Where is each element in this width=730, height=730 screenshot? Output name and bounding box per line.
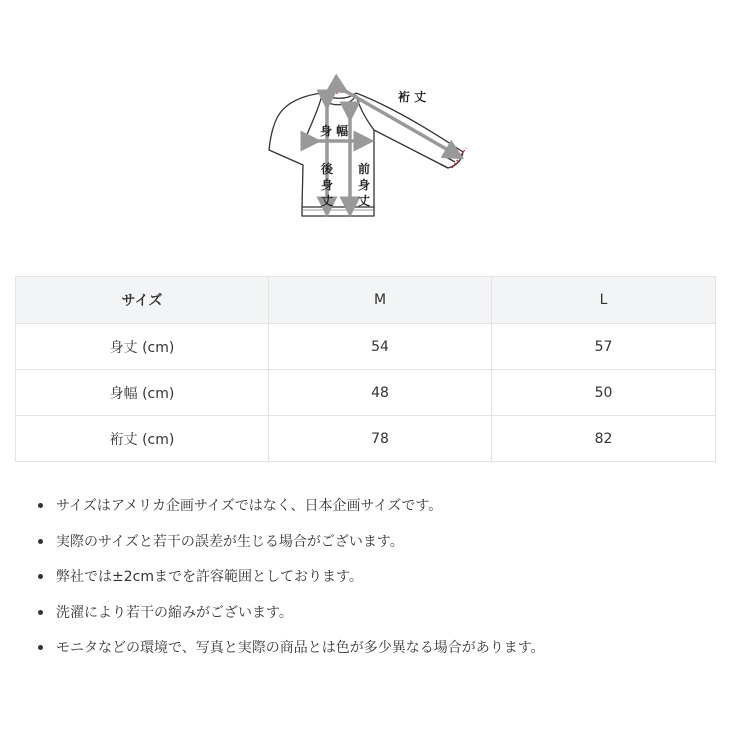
width-label: 身 幅 bbox=[320, 124, 349, 138]
header-l: L bbox=[492, 277, 716, 324]
back-length-label: 後 bbox=[321, 162, 334, 176]
front-length-label: 身 bbox=[358, 178, 371, 192]
list-item: モニタなどの環境で、写真と実際の商品とは色が多少異なる場合があります。 bbox=[38, 636, 708, 672]
front-length-label: 丈 bbox=[358, 194, 371, 208]
table-row bbox=[16, 370, 716, 416]
list-item: サイズはアメリカ企画サイズではなく、日本企画サイズです。 bbox=[38, 494, 708, 530]
row-label: 身幅 (cm) bbox=[16, 370, 269, 416]
size-diagram bbox=[0, 0, 730, 240]
cell-value: 50 bbox=[492, 370, 716, 416]
cell-value: 82 bbox=[492, 416, 716, 462]
back-length-label: 丈 bbox=[321, 194, 334, 208]
list-item: 弊社では±2cmまでを許容範囲としております。 bbox=[38, 565, 708, 601]
header-size: サイズ bbox=[16, 277, 269, 324]
back-length-label: 身 bbox=[321, 178, 334, 192]
notes-list bbox=[38, 494, 708, 672]
cell-value: 57 bbox=[492, 324, 716, 370]
list-item: 実際のサイズと若干の誤差が生じる場合がございます。 bbox=[38, 530, 708, 566]
front-length-label: 前 bbox=[358, 162, 371, 176]
size-table bbox=[15, 276, 716, 462]
sweatshirt-diagram bbox=[0, 0, 730, 240]
header-m: M bbox=[269, 277, 492, 324]
table-row bbox=[16, 416, 716, 462]
list-item: 洗濯により若干の縮みがございます。 bbox=[38, 601, 708, 637]
row-label: 裄丈 (cm) bbox=[16, 416, 269, 462]
size-table-header bbox=[16, 277, 716, 324]
sleeve-label: 裄 丈 bbox=[398, 90, 427, 104]
table-row bbox=[16, 324, 716, 370]
cell-value: 54 bbox=[269, 324, 492, 370]
cell-value: 78 bbox=[269, 416, 492, 462]
row-label: 身丈 (cm) bbox=[16, 324, 269, 370]
cell-value: 48 bbox=[269, 370, 492, 416]
